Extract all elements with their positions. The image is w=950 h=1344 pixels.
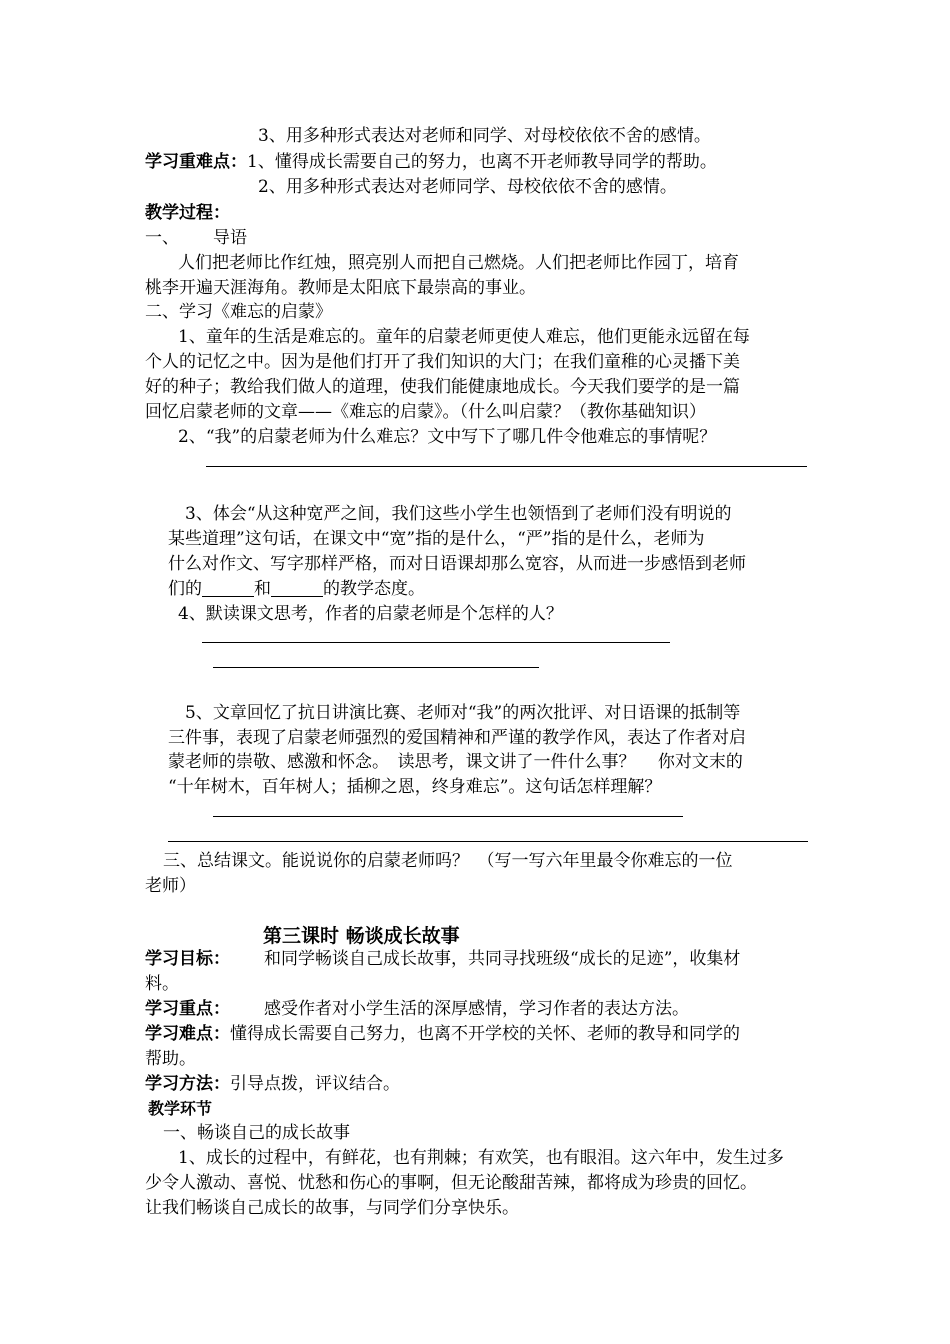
lesson-3-key-row bbox=[145, 997, 689, 1021]
step-1-line1: 1、成长的过程中，有鲜花，也有荆棘；有欢笑，也有眼泪。这六年中，发生过多 bbox=[178, 1148, 784, 1168]
q1-line2: 个人的记忆之中。因为是他们打开了我们知识的大门；在我们童稚的心灵播下美 bbox=[145, 352, 740, 372]
step-1-title: 一、畅谈自己的成长故事 bbox=[163, 1123, 350, 1143]
difficulty-label: 学习重难点： bbox=[145, 152, 247, 172]
section-1-title: 导语 bbox=[213, 228, 247, 248]
answer-line-q5-2[interactable] bbox=[168, 841, 808, 842]
goal-label: 学习目标： bbox=[145, 949, 230, 969]
q5-line4: “十年树木，百年树人；插柳之恩，终身难忘”。这句话怎样理解？ bbox=[168, 777, 662, 797]
section-1-para-line2: 桃李开遍天涯海角。教师是太阳底下最崇高的事业。 bbox=[145, 278, 536, 298]
section-3-line2: 老师） bbox=[145, 876, 196, 896]
q3-line2: 某些道理”这句话，在课文中“宽”指的是什么，“严”指的是什么，老师为 bbox=[168, 529, 705, 549]
fill-blank-2[interactable] bbox=[271, 579, 323, 597]
section-1-para-line1: 人们把老师比作红烛，照亮别人而把自己燃烧。人们把老师比作园丁，培育 bbox=[178, 253, 739, 273]
step-1-line3: 让我们畅谈自己成长的故事，与同学们分享快乐。 bbox=[145, 1198, 519, 1218]
method-label: 学习方法： bbox=[145, 1074, 230, 1094]
q1-line4: 回忆启蒙老师的文章——《难忘的启蒙》。（什么叫启蒙？（教你基础知识） bbox=[145, 402, 706, 422]
q3-line4-a: 们的 bbox=[168, 579, 202, 599]
steps-label: 教学环节 bbox=[148, 1099, 213, 1118]
goal-text: 和同学畅谈自己成长故事，共同寻找班级“成长的足迹”，收集材 bbox=[264, 949, 741, 969]
lesson-3-goal-row bbox=[145, 947, 740, 971]
q1-line3: 好的种子；教给我们做人的道理，使我们能健康地成长。今天我们要学的是一篇 bbox=[145, 377, 740, 397]
hard-label: 学习难点： bbox=[145, 1024, 230, 1044]
method-text: 引导点拨，评议结合。 bbox=[230, 1074, 400, 1094]
hard-text-line2: 帮助。 bbox=[145, 1049, 196, 1069]
fill-blank-1[interactable] bbox=[202, 579, 254, 597]
goal-text-line2: 料。 bbox=[145, 974, 179, 994]
answer-line-q5-1[interactable] bbox=[213, 816, 683, 817]
goal-3: 3、用多种形式表达对老师和同学、对母校依依不舍的感情。 bbox=[258, 126, 711, 146]
hard-text: 懂得成长需要自己努力，也离不开学校的关怀、老师的教导和同学的 bbox=[230, 1024, 740, 1044]
answer-line-q2[interactable] bbox=[206, 466, 807, 467]
q4: 4、默读课文思考，作者的启蒙老师是个怎样的人？ bbox=[178, 604, 563, 624]
key-label: 学习重点： bbox=[145, 999, 230, 1019]
difficulty-row bbox=[145, 150, 717, 174]
q2: 2、“我”的启蒙老师为什么难忘？文中写下了哪几件令他难忘的事情呢？ bbox=[178, 427, 717, 447]
q1-line1: 1、童年的生活是难忘的。童年的启蒙老师更使人难忘，他们更能永远留在每 bbox=[178, 327, 750, 347]
difficulty-1: 1、懂得成长需要自己的努力，也离不开老师教导同学的帮助。 bbox=[247, 152, 717, 172]
q3-line4 bbox=[168, 577, 425, 601]
section-1-num: 一、 bbox=[145, 228, 179, 248]
key-text: 感受作者对小学生活的深厚感情，学习作者的表达方法。 bbox=[264, 999, 689, 1019]
answer-line-q4-2[interactable] bbox=[213, 667, 539, 668]
section-3-line1: 三、总结课文。能说说你的启蒙老师吗？ （写一写六年里最令你难忘的一位 bbox=[163, 851, 733, 871]
q5-line3: 蒙老师的崇敬、感激和怀念。 读思考，课文讲了一件什么事？ 你对文末的 bbox=[168, 752, 743, 772]
lesson-3-method-row bbox=[145, 1072, 400, 1096]
section-2-title: 二、学习《难忘的启蒙》 bbox=[145, 302, 332, 322]
q3-line4-c: 的教学态度。 bbox=[323, 579, 425, 599]
q5-line1: 5、文章回忆了抗日讲演比赛、老师对“我”的两次批评、对日语课的抵制等 bbox=[185, 703, 741, 723]
process-label: 教学过程： bbox=[145, 203, 230, 223]
q5-line2: 三件事，表现了启蒙老师强烈的爱国精神和严谨的教学作风，表达了作者对启 bbox=[168, 728, 746, 748]
answer-line-q4-1[interactable] bbox=[202, 642, 670, 643]
lesson-3-title: 第三课时 畅谈成长故事 bbox=[263, 925, 460, 947]
q3-line4-b: 和 bbox=[254, 579, 271, 599]
lesson-3-hard-row bbox=[145, 1022, 740, 1046]
q3-line3: 什么对作文、写字那样严格，而对日语课却那么宽容，从而进一步感悟到老师 bbox=[168, 554, 746, 574]
difficulty-2: 2、用多种形式表达对老师同学、母校依依不舍的感情。 bbox=[258, 177, 677, 197]
step-1-line2: 少令人激动、喜悦、忧愁和伤心的事啊，但无论酸甜苦辣，都将成为珍贵的回忆。 bbox=[145, 1173, 757, 1193]
q3-line1: 3、体会“从这种宽严之间，我们这些小学生也领悟到了老师们没有明说的 bbox=[185, 504, 732, 524]
